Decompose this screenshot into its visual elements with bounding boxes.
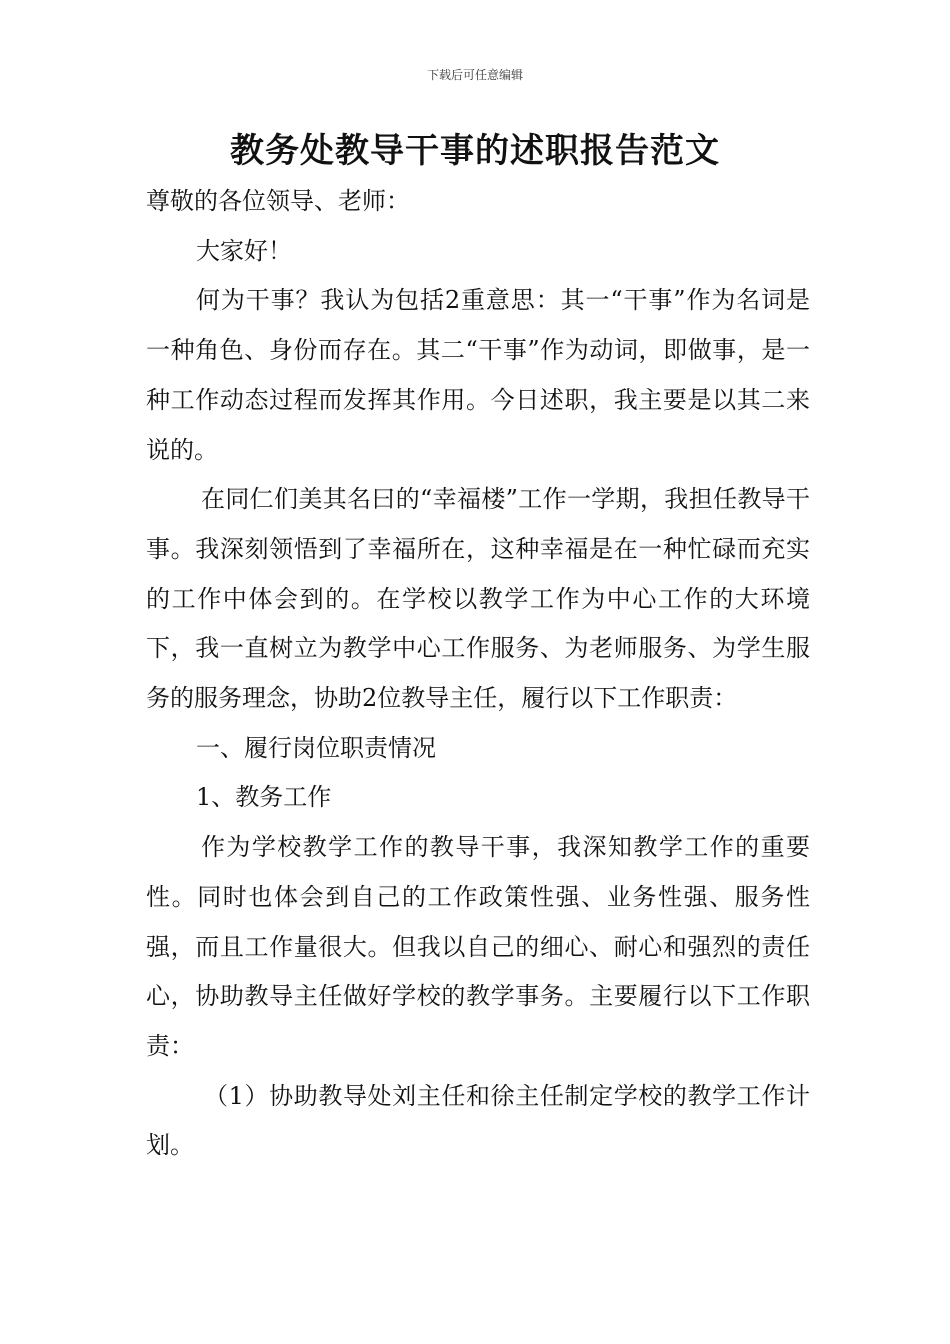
paragraph: 在同仁们美其名曰的“幸福楼”工作一学期，我担任教导干事。我深刻领悟到了幸福所在，这种幸福是在一种忙碌而充实的工作中体会到的。在学校以教学工作为中心工作的大环境下，我一直树立为教学中心工作服务、为老师服务、为学生服务的服务理念，协助2位教导主任，履行以下工作职责： — [146, 485, 810, 713]
greeting: 大家好！ — [196, 236, 292, 265]
page-header: 下载后可任意编辑 — [426, 68, 523, 82]
salutation: 尊敬的各位领导、老师： — [146, 187, 410, 215]
section-heading: 一、履行岗位职责情况 — [196, 733, 436, 762]
paragraph: 作为学校教学工作的教导干事，我深知教学工作的重要性。同时也体会到自己的工作政策性强、业务性强、服务性强，而且工作量很大。但我以自己的细心、耐心和强烈的责任心，协助教导主任做好学校的教学事务。主要履行以下工作职责： — [146, 833, 810, 1060]
paragraph: 何为干事？我认为包括2重意思：其一“干事”作为名词是一种角色、身份而存在。其二“干事”作为动词，即做事，是一种工作动态过程而发挥其作用。今日述职，我主要是以其二来说的。 — [146, 286, 810, 464]
document-body — [146, 177, 810, 1171]
document-title: 教务处教导干事的述职报告范文 — [230, 131, 720, 171]
subsection-heading: 1、教务工作 — [196, 783, 332, 812]
list-item: （1）协助教导处刘主任和徐主任制定学校的教学工作计划。 — [146, 1081, 810, 1160]
